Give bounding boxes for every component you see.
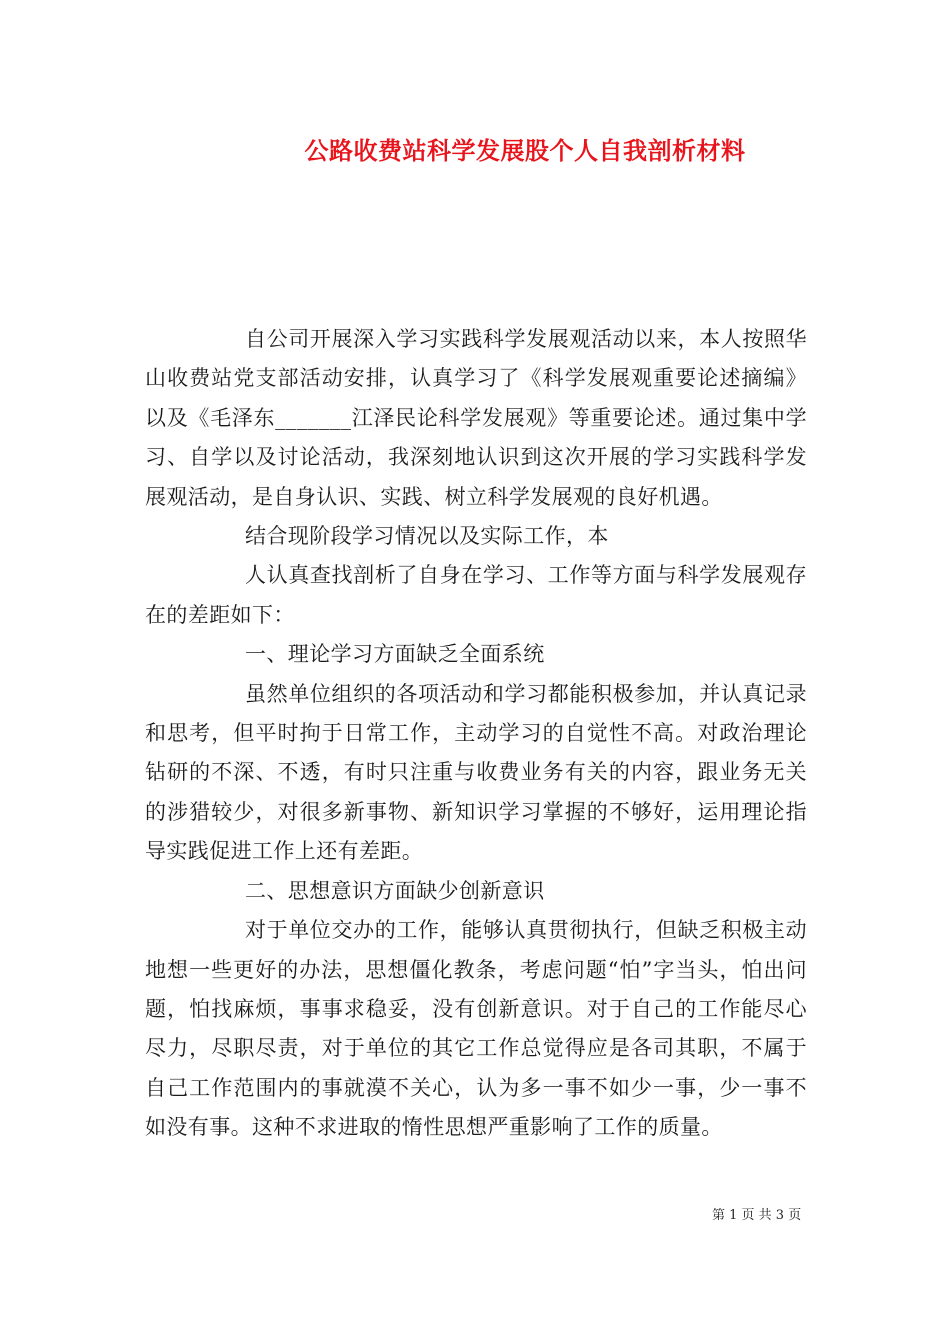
section-heading-innovation: 二、思想意识方面缺少创新意识 (245, 878, 545, 903)
paragraph-theory: 虽然单位组织的各项活动和学习都能积极参加，并认真记录和思考，但平时拘于日常工作，主动学习的自觉性不高。对政治理论钻研的不深、不透，有时只注重与收费业务有关的内容，跟业务无关的涉猎较少，对很多新事物、新知识学习掌握的不够好，运用理论指导实践促进工作上还有差距。 (145, 681, 807, 864)
document-body (145, 320, 807, 1148)
document-title: 公路收费站科学发展股个人自我剖析材料 (304, 137, 746, 165)
page-number-footer: 第 1 页 共 3 页 (712, 1208, 802, 1223)
paragraph-context: 结合现阶段学习情况以及实际工作，本 (245, 524, 609, 549)
paragraph-intro: 自公司开展深入学习实践科学发展观活动以来，本人按照华山收费站党支部活动安排，认真学习了《科学发展观重要论述摘编》以及《毛泽东_______江泽民论科学发展观》等重要论述。通过集中学习、自学以及讨论活动，我深刻地认识到这次开展的学习实践科学发展观活动，是自身认识、实践、树立科学发展观的良好机遇。 (145, 327, 807, 509)
paragraph-gap-intro: 人认真查找剖析了自身在学习、工作等方面与科学发展观存在的差距如下： (145, 563, 807, 627)
section-heading-theory: 一、理论学习方面缺乏全面系统 (245, 642, 545, 667)
paragraph-innovation: 对于单位交办的工作，能够认真贯彻执行，但缺乏积极主动地想一些更好的办法，思想僵化教条，考虑问题“怕”字当头，怕出问题，怕找麻烦，事事求稳妥，没有创新意识。对于自己的工作能尽心尽力，尽职尽责，对于单位的其它工作总觉得应是各司其职，不属于自己工作范围内的事就漠不关心，认为多一事不如少一事，少一事不如没有事。这种不求进取的惰性思想严重影响了工作的质量。 (145, 918, 807, 1140)
